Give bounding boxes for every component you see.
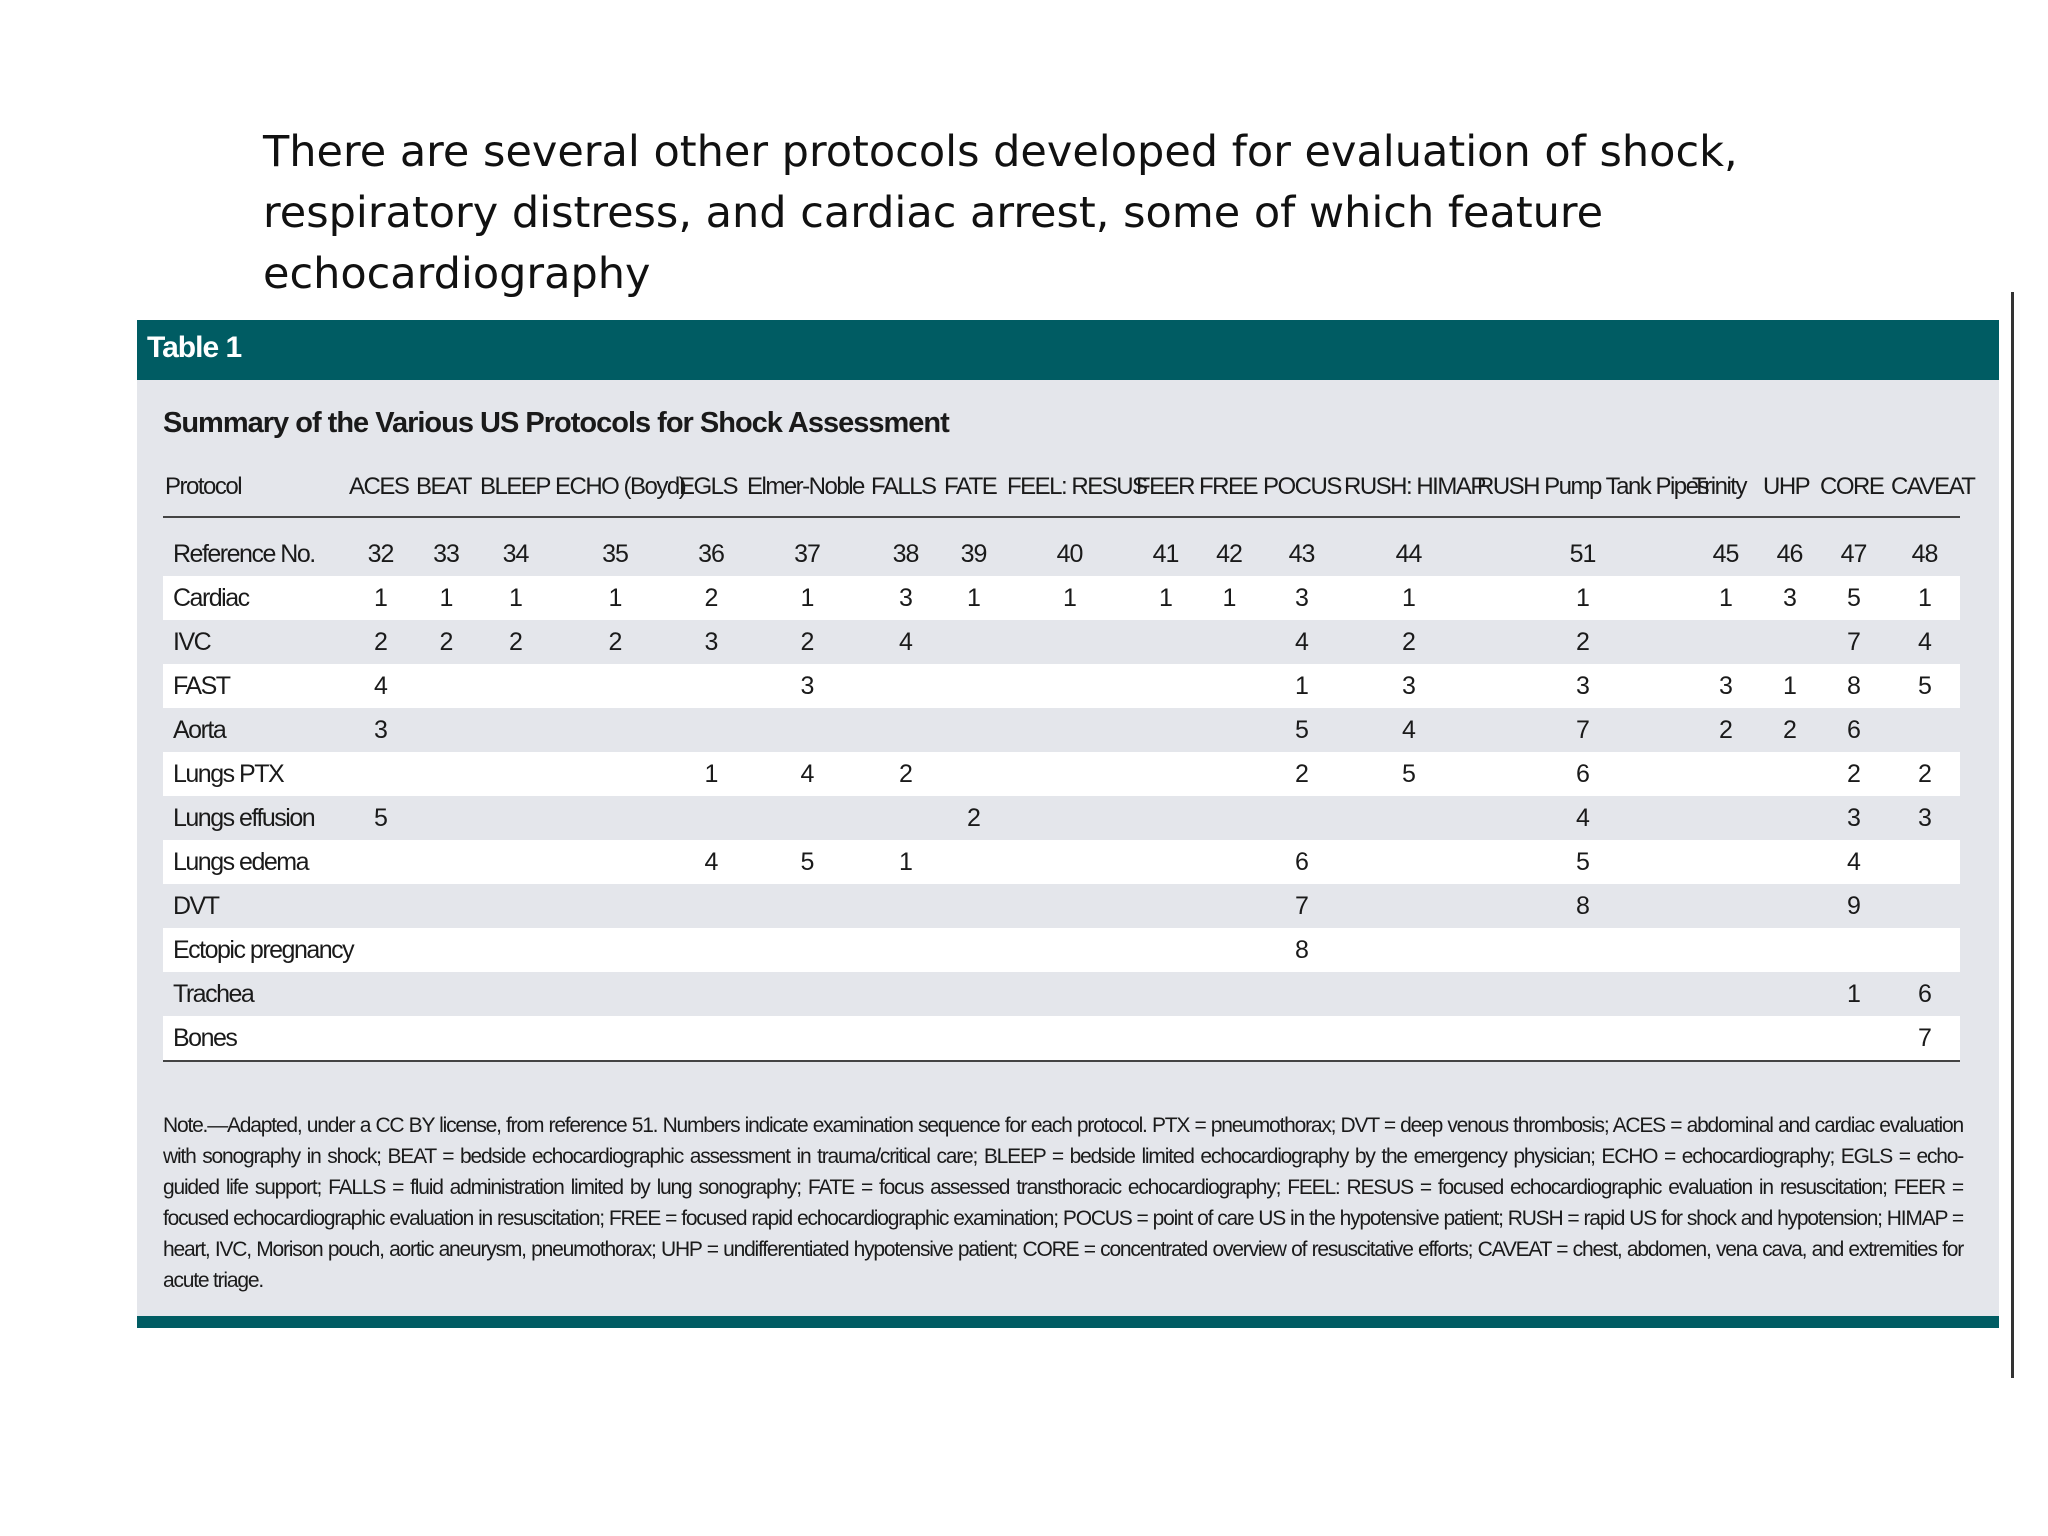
- table-cell: [1761, 928, 1818, 972]
- row-label: Lungs effusion: [173, 803, 315, 832]
- table-cell: 36: [698, 539, 724, 568]
- table-cell: 6: [1261, 840, 1342, 884]
- table-cell: 3: [1342, 664, 1475, 708]
- table-cell: [677, 796, 745, 840]
- table-cell: [1005, 972, 1134, 1016]
- column-header: Elmer-Noble: [745, 458, 869, 517]
- column-header: BEAT: [414, 458, 478, 517]
- table-cell: [1134, 796, 1197, 840]
- column-header: FREE: [1197, 458, 1261, 517]
- table-cell: 3: [1918, 803, 1931, 832]
- table-cell: [942, 708, 1005, 752]
- table-cell: [1134, 884, 1197, 928]
- table-cell: 4: [1918, 627, 1931, 656]
- table-cell: [347, 840, 414, 884]
- table-cell: [745, 708, 869, 752]
- table-cell: [414, 972, 478, 1016]
- table-cell: [677, 1016, 745, 1061]
- table-cell: [347, 752, 414, 796]
- table-row: [163, 1016, 1960, 1061]
- table-cell: [1005, 664, 1134, 708]
- table-cell: [942, 928, 1005, 972]
- table-cell: 2: [1576, 627, 1589, 656]
- table-cell: [553, 708, 677, 752]
- table-cell: [1134, 840, 1197, 884]
- table-cell: [1197, 796, 1261, 840]
- table-cell: [414, 664, 478, 708]
- table-cell: [869, 972, 942, 1016]
- table-cell: 3: [704, 627, 718, 656]
- table-cell: 2: [374, 627, 387, 656]
- table-cell: [745, 928, 869, 972]
- table-panel: [137, 320, 1999, 1328]
- table-cell: 2: [1719, 715, 1732, 744]
- table-cell: 2: [869, 752, 942, 796]
- table-cell: [1261, 972, 1342, 1016]
- table-cell: 1: [478, 576, 553, 620]
- table-cell: 5: [1889, 664, 1960, 708]
- table-row: [163, 664, 1960, 708]
- table-cell: 2: [1889, 752, 1960, 796]
- table-cell: [1690, 796, 1761, 840]
- table-cell: 6: [1918, 979, 1931, 1008]
- slide-heading: There are several other protocols developed for evaluation of shock, respiratory distress, and cardiac arrest, some of which feature echocardiography: [263, 127, 1738, 299]
- table-cell: [1005, 620, 1134, 664]
- table-cell: 7: [1576, 715, 1589, 744]
- row-label: Bones: [163, 1016, 347, 1061]
- table-cell: 3: [745, 664, 869, 708]
- table-cell: 1: [677, 752, 745, 796]
- row-label: Lungs edema: [163, 840, 347, 884]
- table-cell: [553, 884, 677, 928]
- table-cell: [478, 1016, 553, 1061]
- table-cell: [1761, 752, 1818, 796]
- table-cell: 32: [367, 539, 394, 568]
- table-row: [163, 928, 1960, 972]
- table-cell: 51: [1569, 539, 1596, 568]
- row-label: IVC: [173, 627, 211, 656]
- table-cell: 5: [1295, 715, 1308, 744]
- table-cell: [1475, 972, 1690, 1016]
- row-label: Trachea: [173, 979, 254, 1008]
- table-cell: 4: [1402, 715, 1415, 744]
- table-cell: [1889, 708, 1960, 752]
- table-cell: 4: [1818, 840, 1889, 884]
- table-cell: 6: [1847, 715, 1860, 744]
- table-cell: [1005, 840, 1134, 884]
- table-cell: [347, 884, 414, 928]
- table-cell: 3: [1475, 664, 1690, 708]
- table-cell: [1761, 620, 1818, 664]
- protocol-table: [163, 458, 1975, 1062]
- table-cell: 1: [1261, 664, 1342, 708]
- column-header: FEEL: RESUS: [1005, 458, 1134, 517]
- row-label: Aorta: [173, 715, 226, 744]
- table-cell: 1: [1342, 576, 1475, 620]
- table-cell: [478, 928, 553, 972]
- table-cell: [1197, 928, 1261, 972]
- table-cell: 1: [869, 840, 942, 884]
- table-cell: 2: [1783, 715, 1796, 744]
- header-spacer-row: [163, 517, 1960, 532]
- table-cell: [478, 840, 553, 884]
- table-cell: [1005, 928, 1134, 972]
- table-cell: [1005, 752, 1134, 796]
- table-cell: 2: [1818, 752, 1889, 796]
- table-cell: [942, 664, 1005, 708]
- table-cell: 46: [1776, 539, 1803, 568]
- table-label: Table 1: [147, 331, 242, 364]
- table-cell: 48: [1911, 539, 1938, 568]
- table-row: [163, 620, 1960, 664]
- table-cell: 1: [745, 576, 869, 620]
- table-cell: 45: [1712, 539, 1739, 568]
- table-cell: [1134, 664, 1197, 708]
- table-cell: [1342, 928, 1475, 972]
- table-cell: 44: [1395, 539, 1422, 568]
- table-cell: 43: [1288, 539, 1315, 568]
- table-cell: 2: [1261, 752, 1342, 796]
- column-header: FATE: [942, 458, 1005, 517]
- table-cell: 40: [1056, 539, 1083, 568]
- table-cell: [869, 708, 942, 752]
- table-cell: [478, 972, 553, 1016]
- table-cell: [1261, 1016, 1342, 1061]
- table-row: [163, 884, 1960, 928]
- table-cell: [869, 884, 942, 928]
- table-cell: 5: [1342, 752, 1475, 796]
- table-cell: [745, 884, 869, 928]
- table-body: [163, 517, 1960, 1061]
- table-cell: 33: [433, 539, 459, 568]
- table-cell: 8: [1576, 891, 1589, 920]
- table-cell: [1690, 928, 1761, 972]
- table-row: [163, 708, 1960, 752]
- table-header-band: [137, 320, 1999, 380]
- table-cell: 3: [1847, 803, 1860, 832]
- table-cell: [942, 1016, 1005, 1061]
- table-cell: [1342, 840, 1475, 884]
- table-cell: [1475, 1016, 1690, 1061]
- table-cell: [745, 1016, 869, 1061]
- table-cell: 7: [1889, 1016, 1960, 1061]
- table-cell: [414, 884, 478, 928]
- table-cell: [414, 840, 478, 884]
- column-header: ACES: [347, 458, 414, 517]
- row-label: Reference No.: [173, 539, 315, 568]
- table-cell: 5: [1818, 576, 1889, 620]
- table-cell: [1342, 884, 1475, 928]
- table-note: Note.—Adapted, under a CC BY license, from reference 51. Numbers indicate examination sequence for each protocol. PTX = pneumothorax; DVT = deep venous thrombosis; ACES = abdominal and cardiac evaluation with sonography in shock; BEAT = bedside echocardiographic assessment in trauma/critical care; BLEEP = bedside limited echocardiography by the emergency physician; ECHO = echocardiography; EGLS = echo-guided life support; FALLS = fluid administration limited by lung sonography; FATE = focus assessed transthoracic echocardiography; FEEL: RESUS = focused echocardiographic evaluation in resuscitation; FEER = focused echocardiographic evaluation in resuscitation; FREE = focused rapid echocardiographic examination; POCUS = point of care US in the hypotensive patient; RUSH = rapid US for shock and hypotension; HIMAP = heart, IVC, Morison pouch, aortic aneurysm, pneumothorax; UHP = undifferentiated hypotensive patient; CORE = concentrated overview of resuscitative efforts; CAVEAT = chest, abdomen, vena cava, and extremities for acute triage.: [163, 1114, 1963, 1292]
- table-cell: [1134, 1016, 1197, 1061]
- column-header: POCUS: [1261, 458, 1342, 517]
- table-cell: [553, 972, 677, 1016]
- table-cell: [478, 752, 553, 796]
- table-cell: 7: [1847, 627, 1860, 656]
- table-cell: [553, 752, 677, 796]
- column-header: UHP: [1761, 458, 1818, 517]
- table-footer-band: [137, 1316, 1999, 1328]
- table-cell: [942, 884, 1005, 928]
- table-cell: 8: [1818, 664, 1889, 708]
- table-cell: [745, 796, 869, 840]
- table-cell: [1690, 840, 1761, 884]
- table-cell: [347, 972, 414, 1016]
- table-cell: 39: [960, 539, 987, 568]
- table-cell: [1761, 840, 1818, 884]
- table-cell: 4: [347, 664, 414, 708]
- table-cell: 6: [1475, 752, 1690, 796]
- table-cell: [942, 752, 1005, 796]
- table-cell: 3: [1761, 576, 1818, 620]
- table-cell: [1342, 1016, 1475, 1061]
- table-cell: 1: [347, 576, 414, 620]
- table-cell: 1: [942, 576, 1005, 620]
- table-cell: [1134, 708, 1197, 752]
- table-cell: 3: [869, 576, 942, 620]
- table-cell: 2: [509, 627, 522, 656]
- table-cell: [1197, 708, 1261, 752]
- table-cell: [869, 664, 942, 708]
- table-row: [163, 972, 1960, 1016]
- table-cell: 3: [1690, 664, 1761, 708]
- table-cell: [553, 796, 677, 840]
- table-cell: [1005, 884, 1134, 928]
- table-cell: 47: [1840, 539, 1867, 568]
- table-row: [163, 532, 1960, 576]
- table-cell: [1134, 928, 1197, 972]
- table-cell: [1818, 1016, 1889, 1061]
- table-cell: [1889, 928, 1960, 972]
- table-cell: 1: [1005, 576, 1134, 620]
- table-cell: 2: [967, 803, 980, 832]
- table-row: [163, 840, 1960, 884]
- table-cell: 1: [1889, 576, 1960, 620]
- table-cell: [1197, 752, 1261, 796]
- table-cell: 5: [1475, 840, 1690, 884]
- table-cell: [1761, 1016, 1818, 1061]
- table-cell: 2: [1402, 627, 1415, 656]
- table-cell: 3: [1261, 576, 1342, 620]
- table-cell: 4: [899, 627, 912, 656]
- table-cell: [414, 752, 478, 796]
- table-cell: [869, 796, 942, 840]
- spacer-cell: [163, 517, 1960, 532]
- column-header: BLEEP: [478, 458, 553, 517]
- table-cell: [347, 928, 414, 972]
- table-cell: 7: [1295, 891, 1308, 920]
- table-cell: [1197, 620, 1261, 664]
- column-header: Trinity: [1690, 458, 1761, 517]
- table-cell: [677, 928, 745, 972]
- column-header: EGLS: [677, 458, 745, 517]
- table-cell: 5: [745, 840, 869, 884]
- table-cell: 3: [374, 715, 387, 744]
- column-header: FEER: [1134, 458, 1197, 517]
- column-header: ECHO (Boyd): [553, 458, 677, 517]
- table-cell: 8: [1261, 928, 1342, 972]
- table-cell: 4: [745, 752, 869, 796]
- table-cell: 38: [892, 539, 919, 568]
- table-cell: [1134, 620, 1197, 664]
- table-cell: 2: [800, 627, 814, 656]
- column-header-protocol: Protocol: [163, 458, 347, 517]
- column-header: RUSH: HIMAP: [1342, 458, 1475, 517]
- table-cell: [942, 840, 1005, 884]
- table-cell: [1761, 796, 1818, 840]
- table-cell: [478, 664, 553, 708]
- right-margin-rule: [2011, 292, 2014, 1378]
- table-cell: [1690, 752, 1761, 796]
- table-cell: 35: [602, 539, 628, 568]
- table-cell: [1197, 1016, 1261, 1061]
- table-cell: [745, 972, 869, 1016]
- column-header: RUSH Pump Tank Pipes: [1475, 458, 1690, 517]
- table-cell: [347, 1016, 414, 1061]
- table-cell: [1818, 928, 1889, 972]
- table-cell: 2: [608, 627, 622, 656]
- row-label: FAST: [163, 664, 347, 708]
- table-cell: 1: [1134, 576, 1197, 620]
- table-cell: [1889, 884, 1960, 928]
- column-header: FALLS: [869, 458, 942, 517]
- table-cell: [414, 928, 478, 972]
- table-cell: 2: [439, 627, 453, 656]
- column-header: CORE: [1818, 458, 1889, 517]
- table-cell: 1: [1690, 576, 1761, 620]
- table-cell: 2: [677, 576, 745, 620]
- table-cell: [1261, 796, 1342, 840]
- table-cell: 42: [1216, 539, 1242, 568]
- table-cell: [677, 972, 745, 1016]
- table-cell: [677, 884, 745, 928]
- table-cell: [553, 928, 677, 972]
- table-cell: [1197, 884, 1261, 928]
- table-cell: 41: [1152, 539, 1179, 568]
- table-cell: [1134, 752, 1197, 796]
- column-header: CAVEAT: [1889, 458, 1960, 517]
- row-label: DVT: [173, 891, 219, 920]
- table-cell: [553, 664, 677, 708]
- table-cell: [1761, 972, 1818, 1016]
- table-cell: [1475, 928, 1690, 972]
- row-label: Ectopic pregnancy: [163, 928, 347, 972]
- table-cell: 4: [677, 840, 745, 884]
- table-cell: [414, 796, 478, 840]
- table-cell: [1690, 620, 1761, 664]
- table-cell: [677, 708, 745, 752]
- table-cell: [869, 928, 942, 972]
- table-cell: [1005, 1016, 1134, 1061]
- table-row: [163, 796, 1960, 840]
- table-cell: [553, 1016, 677, 1061]
- table-cell: 1: [1475, 576, 1690, 620]
- table-cell: 37: [794, 539, 820, 568]
- table-cell: [942, 620, 1005, 664]
- table-row: [163, 752, 1960, 796]
- table-header-row: [163, 458, 1960, 517]
- table-row: [163, 576, 1960, 620]
- table-cell: [1134, 972, 1197, 1016]
- table-cell: [942, 972, 1005, 1016]
- table-cell: [1690, 884, 1761, 928]
- table-cell: [1342, 796, 1475, 840]
- table-cell: [414, 1016, 478, 1061]
- table-cell: [478, 796, 553, 840]
- table-cell: [1197, 664, 1261, 708]
- table-cell: [1197, 972, 1261, 1016]
- table-cell: 1: [553, 576, 677, 620]
- table-cell: [1761, 884, 1818, 928]
- table-cell: [414, 708, 478, 752]
- table-cell: 5: [374, 803, 387, 832]
- table-cell: [1197, 840, 1261, 884]
- table-cell: 1: [1197, 576, 1261, 620]
- table-cell: 1: [414, 576, 478, 620]
- table-cell: [1005, 796, 1134, 840]
- row-label: Cardiac: [163, 576, 347, 620]
- table-cell: [478, 708, 553, 752]
- table-cell: 1: [1847, 979, 1860, 1008]
- table-cell: 4: [1295, 627, 1308, 656]
- table-cell: 4: [1576, 803, 1589, 832]
- table-cell: [869, 1016, 942, 1061]
- table-cell: [1889, 840, 1960, 884]
- row-label: Lungs PTX: [163, 752, 347, 796]
- table-cell: [1690, 1016, 1761, 1061]
- table-cell: 9: [1847, 891, 1860, 920]
- table-cell: [1005, 708, 1134, 752]
- table-title: Summary of the Various US Protocols for Shock Assessment: [163, 407, 949, 439]
- table-cell: [553, 840, 677, 884]
- table-cell: 34: [502, 539, 529, 568]
- table-cell: [677, 664, 745, 708]
- table-cell: [1690, 972, 1761, 1016]
- table-cell: [1342, 972, 1475, 1016]
- table-cell: [478, 884, 553, 928]
- table-cell: 1: [1761, 664, 1818, 708]
